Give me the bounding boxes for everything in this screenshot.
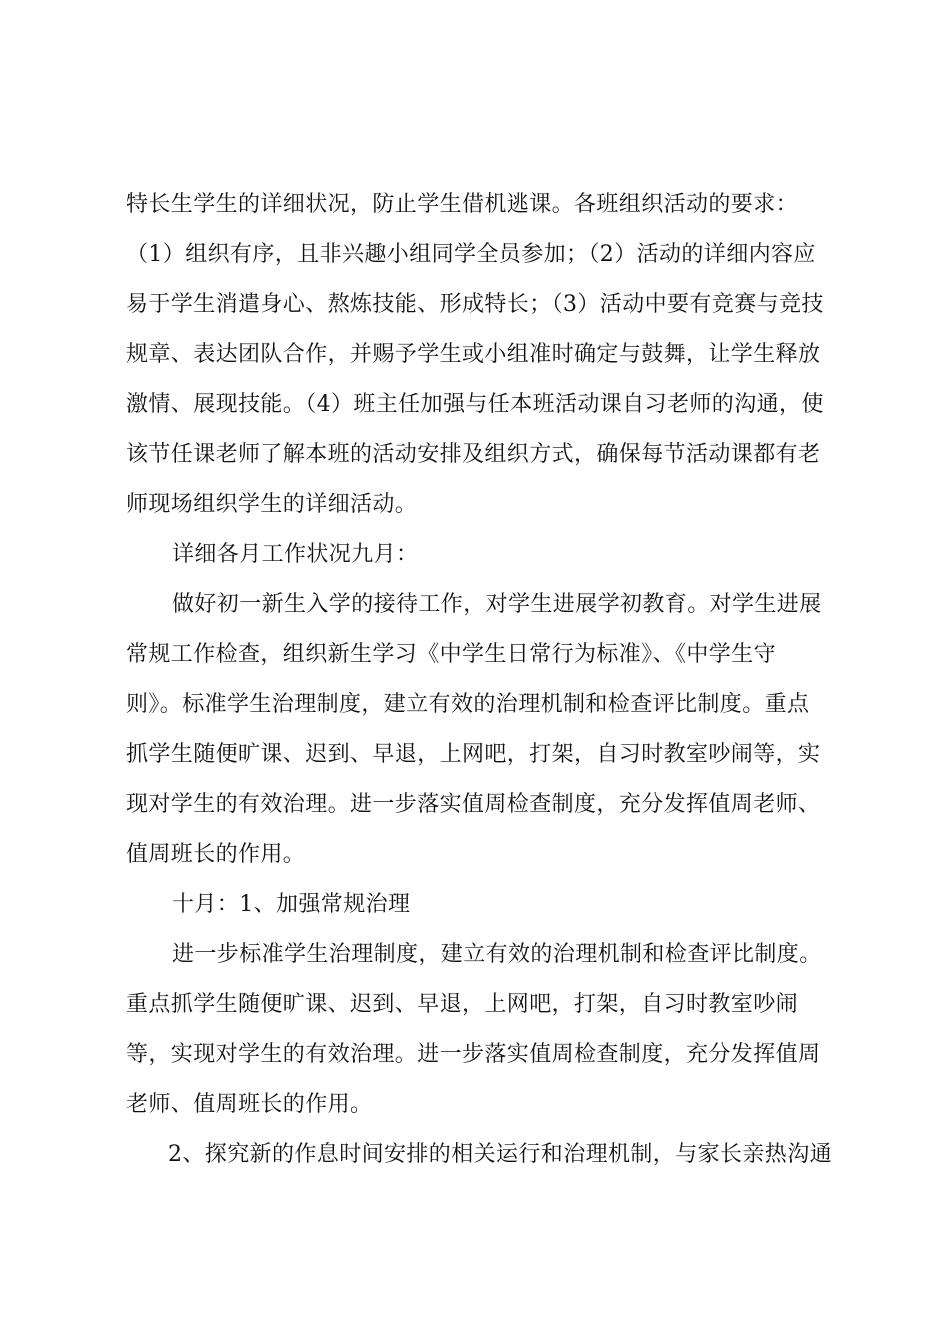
paragraph-1-line-7: 师现场组织学生的详细活动。 (126, 492, 418, 517)
paragraph-4-line-1: 十月：1、加强常规治理 (172, 892, 411, 917)
paragraph-1-line-4: 规章、表达团队合作，并赐予学生或小组准时确定与鼓舞，让学生释放 (126, 342, 821, 367)
paragraph-1-line-2: （1）组织有序，且非兴趣小组同学全员参加；（2）活动的详细内容应 (126, 242, 816, 267)
paragraph-2-line-1: 详细各月工作状况九月： (172, 542, 419, 567)
paragraph-1-line-5: 激情、展现技能。（4）班主任加强与任本班活动课自习老师的沟通，使 (126, 392, 824, 417)
paragraph-5-line-4: 老师、值周班长的作用。 (126, 1092, 373, 1117)
paragraph-1-line-6: 该节任课老师了解本班的活动安排及组织方式，确保每节活动课都有老 (126, 442, 821, 467)
paragraph-3-line-1: 做好初一新生入学的接待工作，对学生进展学初教育。对学生进展 (172, 592, 822, 617)
paragraph-1-line-1: 特长生学生的详细状况，防止学生借机逃课。各班组织活动的要求： (126, 192, 799, 217)
paragraph-3-line-6: 值周班长的作用。 (126, 842, 306, 867)
paragraph-3-line-3: 则》。标准学生治理制度，建立有效的治理机制和检查评比制度。重点 (126, 692, 810, 717)
paragraph-5-line-3: 等，实现对学生的有效治理。进一步落实值周检查制度，充分发挥值周 (126, 1042, 821, 1067)
paragraph-5-line-2: 重点抓学生随便旷课、迟到、早退，上网吧，打架，自习时教室吵闹 (126, 992, 799, 1017)
paragraph-5-line-1: 进一步标准学生治理制度，建立有效的治理机制和检查评比制度。 (172, 942, 822, 967)
paragraph-6-line-1: 2、探究新的作息时间安排的相关运行和治理机制，与家长亲热沟通 (168, 1142, 832, 1167)
paragraph-3-line-5: 现对学生的有效治理。进一步落实值周检查制度，充分发挥值周老师、 (126, 792, 821, 817)
paragraph-1-line-3: 易于学生消遣身心、熬炼技能、形成特长；（3）活动中要有竞赛与竞技 (126, 292, 824, 317)
paragraph-3-line-2: 常规工作检查，组织新生学习《中学生日常行为标准》、《中学生守 (126, 642, 777, 667)
paragraph-3-line-4: 抓学生随便旷课、迟到、早退，上网吧，打架，自习时教室吵闹等，实 (126, 742, 821, 767)
